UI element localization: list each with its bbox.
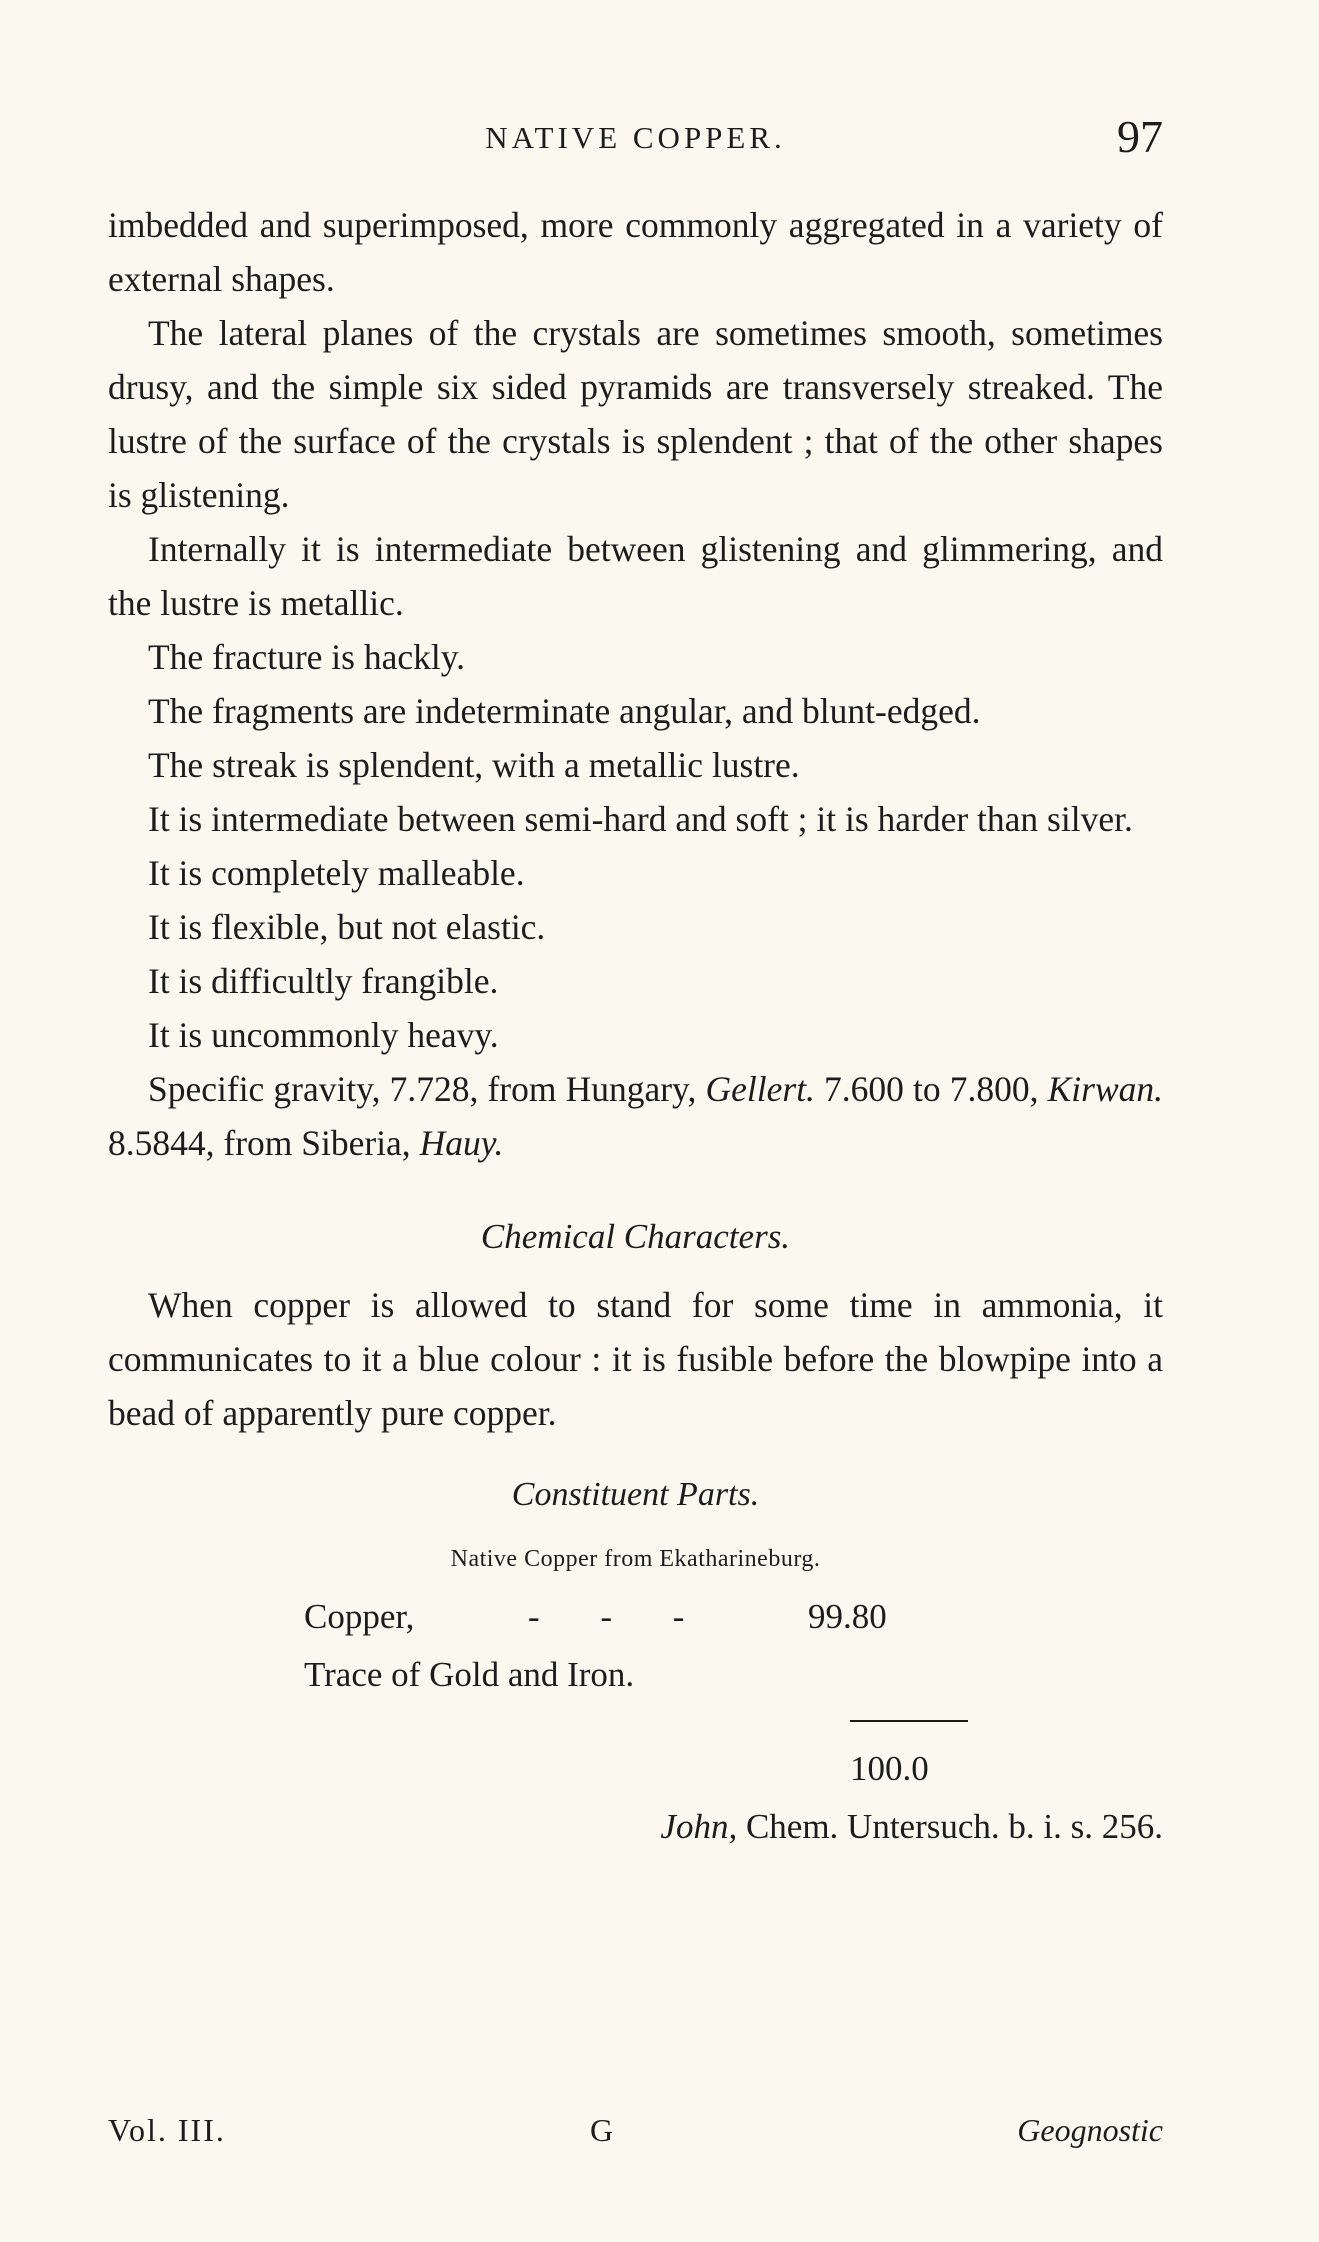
- paragraph: It is completely malleable.: [148, 853, 525, 893]
- citation-author: John,: [660, 1807, 738, 1846]
- page-number: 97: [1117, 111, 1163, 162]
- citation: [660, 1800, 1163, 1854]
- trace-text: Trace of Gold and Iron.: [304, 1655, 635, 1694]
- total-row: [108, 1742, 1163, 1800]
- paragraph: imbedded and superimposed, more commonly aggregated in a variety of external shapes.: [108, 205, 1163, 299]
- trace-row: [108, 1648, 1163, 1706]
- paragraph: It is difficultly frangible.: [148, 961, 499, 1001]
- chemical-paragraph: When copper is allowed to stand for some time in ammonia, it communicates to it a blue colour : it is fusible before the blowpipe into a bead of apparently pure copper.: [108, 1285, 1163, 1433]
- leader-dashes: - - -: [528, 1597, 711, 1636]
- citation-source: Chem. Untersuch. b. i. s. 256.: [745, 1807, 1163, 1846]
- paragraph: The fragments are indeterminate angular, and blunt-edged.: [148, 691, 981, 731]
- total-value: 100.0: [850, 1749, 929, 1788]
- constituent-parts-table: [108, 1468, 1163, 1858]
- sum-rule: [850, 1720, 968, 1722]
- sg-lead: Specific gravity, 7.728, from Hungary,: [148, 1069, 697, 1109]
- constituent-name: Copper,: [304, 1597, 415, 1636]
- volume-label: Vol. III.: [108, 2112, 226, 2148]
- paragraph: It is flexible, but not elastic.: [148, 907, 546, 947]
- catchword: Geognostic: [1017, 2112, 1163, 2148]
- paragraph: It is intermediate between semi-hard and soft ; it is harder than silver.: [148, 799, 1133, 839]
- paragraph: The fracture is hackly.: [148, 637, 466, 677]
- table-row: [108, 1590, 1163, 1648]
- paragraph: The lateral planes of the crystals are sometimes smooth, sometimes drusy, and the simple six sided pyramids are transversely streaked. The lustre of the surface of the crystals is splendent ; that of the other shapes is glistening.: [108, 313, 1163, 515]
- table-caption: Native Copper from Ekatharineburg.: [450, 1546, 821, 1572]
- sg-author-gellert: Gellert.: [705, 1069, 815, 1109]
- signature-mark: G: [590, 2112, 614, 2148]
- sg-mid: 7.600 to 7.800,: [824, 1069, 1039, 1109]
- body-text: [108, 198, 1163, 1858]
- constituent-parts-heading: Constituent Parts.: [511, 1476, 760, 1513]
- chemical-characters-heading: Chemical Characters.: [480, 1217, 791, 1256]
- sg-author-kirwan: Kirwan.: [1047, 1069, 1164, 1109]
- page-footer: [108, 2112, 1163, 2162]
- paragraph: It is uncommonly heavy.: [148, 1015, 499, 1055]
- paragraph: Internally it is intermediate between glistening and glimmering, and the lustre is metallic.: [108, 529, 1163, 623]
- constituent-value: 99.80: [808, 1597, 887, 1636]
- citation-row: [108, 1800, 1163, 1858]
- sg-mid2: 8.5844, from Siberia,: [108, 1123, 411, 1163]
- specific-gravity-paragraph: [108, 1062, 1163, 1170]
- sg-author-hauy: Hauy.: [419, 1123, 504, 1163]
- page-header: [108, 111, 1163, 168]
- paragraph: The streak is splendent, with a metallic lustre.: [148, 745, 800, 785]
- running-head: NATIVE COPPER.: [485, 120, 786, 155]
